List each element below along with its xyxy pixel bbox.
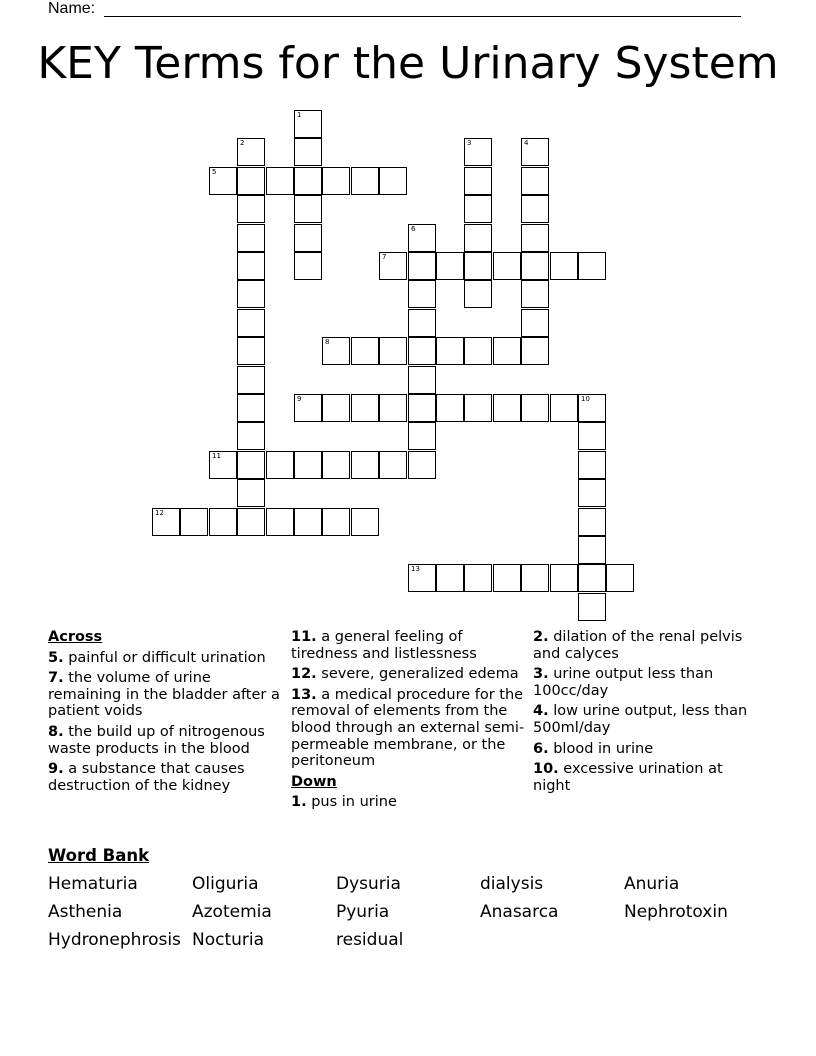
crossword-cell[interactable] (152, 508, 180, 536)
crossword-cell[interactable] (464, 138, 492, 166)
clue-across-11: 11. a general feeling of tiredness and listlessness (291, 629, 477, 662)
clue-across-8: 8. the build up of nitrogenous waste products in the blood (48, 723, 265, 757)
crossword-cell[interactable] (408, 337, 436, 365)
clue-across-13: 13. a medical procedure for the removal of elements from the blood through an external semi-permeable membrane, or the peritoneum (291, 686, 525, 770)
crossword-cell[interactable] (237, 280, 265, 308)
crossword-cell[interactable] (237, 422, 265, 450)
crossword-cell[interactable] (322, 394, 350, 422)
crossword-cell[interactable] (408, 394, 436, 422)
word-bank-word: Hematuria (48, 874, 138, 894)
crossword-cell[interactable] (379, 337, 407, 365)
crossword-cell[interactable] (408, 309, 436, 337)
crossword-cell[interactable] (237, 224, 265, 252)
cell-number: 4 (524, 139, 529, 147)
crossword-cell[interactable] (237, 451, 265, 479)
cell-number: 2 (240, 139, 245, 147)
crossword-cell[interactable] (408, 451, 436, 479)
crossword-cell[interactable] (408, 366, 436, 394)
crossword-cell[interactable] (237, 195, 265, 223)
crossword-cell[interactable] (578, 508, 606, 536)
word-bank-word: Hydronephrosis (48, 930, 181, 950)
word-bank-title: Word Bank (48, 846, 150, 865)
cell-number: 5 (212, 168, 217, 176)
crossword-cell[interactable] (464, 224, 492, 252)
word-bank-word: Oliguria (192, 874, 259, 894)
crossword-cell[interactable] (521, 309, 549, 337)
crossword-cell[interactable] (493, 337, 521, 365)
crossword-cell[interactable] (521, 167, 549, 195)
crossword-cell[interactable] (351, 394, 379, 422)
cell-number: 6 (411, 225, 416, 233)
clues-column-3 (533, 629, 763, 798)
clue-down-10: 10. excessive urination at night (533, 761, 723, 794)
crossword-cell[interactable] (322, 337, 350, 365)
crossword-cell[interactable] (294, 451, 322, 479)
clue-down-3: 3. urine output less than 100cc/day (533, 666, 714, 699)
crossword-cell[interactable] (436, 564, 464, 592)
cell-number: 1 (297, 111, 302, 119)
clue-across-9: 9. a substance that causes destruction of the kidney (48, 761, 245, 794)
page-title: KEY Terms for the Urinary System (37, 38, 779, 89)
crossword-cell[interactable] (521, 394, 549, 422)
word-bank-word: Anasarca (480, 902, 559, 922)
crossword-cell[interactable] (237, 337, 265, 365)
cell-number: 7 (382, 253, 387, 261)
word-bank-word: residual (336, 930, 404, 950)
across-header: Across (48, 629, 103, 645)
clue-down-1: 1. pus in urine (291, 794, 397, 811)
clues-column-2 (291, 629, 526, 815)
crossword-cell[interactable] (550, 394, 578, 422)
crossword-cell[interactable] (550, 564, 578, 592)
crossword-cell[interactable] (606, 564, 634, 592)
crossword-cell[interactable] (322, 167, 350, 195)
clues-column-1 (48, 629, 283, 798)
clue-down-4: 4. low urine output, less than 500ml/day (533, 703, 748, 736)
crossword-cell[interactable] (351, 451, 379, 479)
clue-across-12: 12. severe, generalized edema (291, 666, 519, 683)
clue-across-5: 5. painful or difficult urination (48, 649, 266, 666)
crossword-cell[interactable] (464, 167, 492, 195)
crossword-cell[interactable] (237, 394, 265, 422)
cell-number: 13 (411, 565, 420, 573)
crossword-cell[interactable] (464, 337, 492, 365)
crossword-cell[interactable] (521, 337, 549, 365)
clue-across-7: 7. the volume of urine remaining in the bladder after a patient voids (48, 670, 280, 720)
crossword-cell[interactable] (521, 564, 549, 592)
crossword-cell[interactable] (493, 252, 521, 280)
down-header: Down (291, 773, 337, 790)
crossword-cell[interactable] (379, 394, 407, 422)
crossword-cell[interactable] (578, 593, 606, 621)
crossword-cell[interactable] (294, 394, 322, 422)
crossword-cell[interactable] (294, 167, 322, 195)
crossword-cell[interactable] (521, 280, 549, 308)
crossword-cell[interactable] (379, 451, 407, 479)
crossword-cell[interactable] (379, 252, 407, 280)
crossword-cell[interactable] (521, 195, 549, 223)
crossword-cell[interactable] (266, 167, 294, 195)
crossword-cell[interactable] (294, 110, 322, 138)
crossword-cell[interactable] (408, 280, 436, 308)
crossword-cell[interactable] (578, 394, 606, 422)
crossword-cell[interactable] (578, 451, 606, 479)
word-bank-word: Nephrotoxin (624, 902, 728, 922)
crossword-cell[interactable] (237, 508, 265, 536)
cell-number: 8 (325, 338, 330, 346)
crossword-cell[interactable] (351, 337, 379, 365)
crossword-cell[interactable] (550, 252, 578, 280)
word-bank-word: dialysis (480, 874, 544, 894)
crossword-cell[interactable] (237, 479, 265, 507)
crossword-cell[interactable] (464, 280, 492, 308)
crossword-cell[interactable] (578, 252, 606, 280)
cell-number: 9 (297, 395, 302, 403)
crossword-cell[interactable] (464, 252, 492, 280)
crossword-cell[interactable] (408, 564, 436, 592)
clue-down-6: 6. blood in urine (533, 740, 654, 757)
crossword-cell[interactable] (266, 451, 294, 479)
crossword-cell[interactable] (521, 224, 549, 252)
crossword-cell[interactable] (322, 508, 350, 536)
crossword-cell[interactable] (493, 564, 521, 592)
crossword-cell[interactable] (237, 167, 265, 195)
word-bank-word: Anuria (624, 874, 680, 894)
crossword-cell[interactable] (351, 508, 379, 536)
crossword-cell[interactable] (493, 394, 521, 422)
crossword-cell[interactable] (578, 536, 606, 564)
crossword-cell[interactable] (294, 138, 322, 166)
crossword-cell[interactable] (379, 167, 407, 195)
crossword-cell[interactable] (464, 195, 492, 223)
clue-down-2: 2. dilation of the renal pelvis and calyces (533, 629, 743, 662)
crossword-cell[interactable] (180, 508, 208, 536)
crossword-cell[interactable] (209, 451, 237, 479)
word-bank-word: Nocturia (192, 930, 265, 950)
crossword-cell[interactable] (408, 422, 436, 450)
cell-number: 11 (212, 452, 221, 460)
crossword-cell[interactable] (209, 167, 237, 195)
crossword-cell[interactable] (294, 195, 322, 223)
cell-number: 12 (155, 509, 164, 517)
crossword-cell[interactable] (408, 224, 436, 252)
crossword-cell[interactable] (294, 508, 322, 536)
crossword-cell[interactable] (322, 451, 350, 479)
word-bank-word: Azotemia (192, 902, 272, 922)
crossword-cell[interactable] (578, 479, 606, 507)
crossword-cell[interactable] (209, 508, 237, 536)
crossword-cell[interactable] (408, 252, 436, 280)
crossword-cell[interactable] (237, 366, 265, 394)
crossword-cell[interactable] (266, 508, 294, 536)
crossword-cell[interactable] (521, 138, 549, 166)
word-bank-word: Asthenia (48, 902, 123, 922)
crossword-cell[interactable] (578, 422, 606, 450)
crossword-cell[interactable] (237, 138, 265, 166)
crossword-cell[interactable] (436, 252, 464, 280)
crossword-cell[interactable] (294, 224, 322, 252)
crossword-cell[interactable] (464, 394, 492, 422)
name-label: Name: (48, 0, 96, 17)
crossword-cell[interactable] (578, 564, 606, 592)
crossword-cell[interactable] (294, 252, 322, 280)
word-bank-word: Pyuria (336, 902, 390, 922)
word-bank-word: Dysuria (336, 874, 401, 894)
crossword-cell[interactable] (351, 167, 379, 195)
crossword-cell[interactable] (436, 337, 464, 365)
crossword-cell[interactable] (521, 252, 549, 280)
crossword-cell[interactable] (436, 394, 464, 422)
cell-number: 10 (581, 395, 590, 403)
crossword-cell[interactable] (237, 309, 265, 337)
cell-number: 3 (467, 139, 472, 147)
crossword-cell[interactable] (464, 564, 492, 592)
crossword-cell[interactable] (237, 252, 265, 280)
